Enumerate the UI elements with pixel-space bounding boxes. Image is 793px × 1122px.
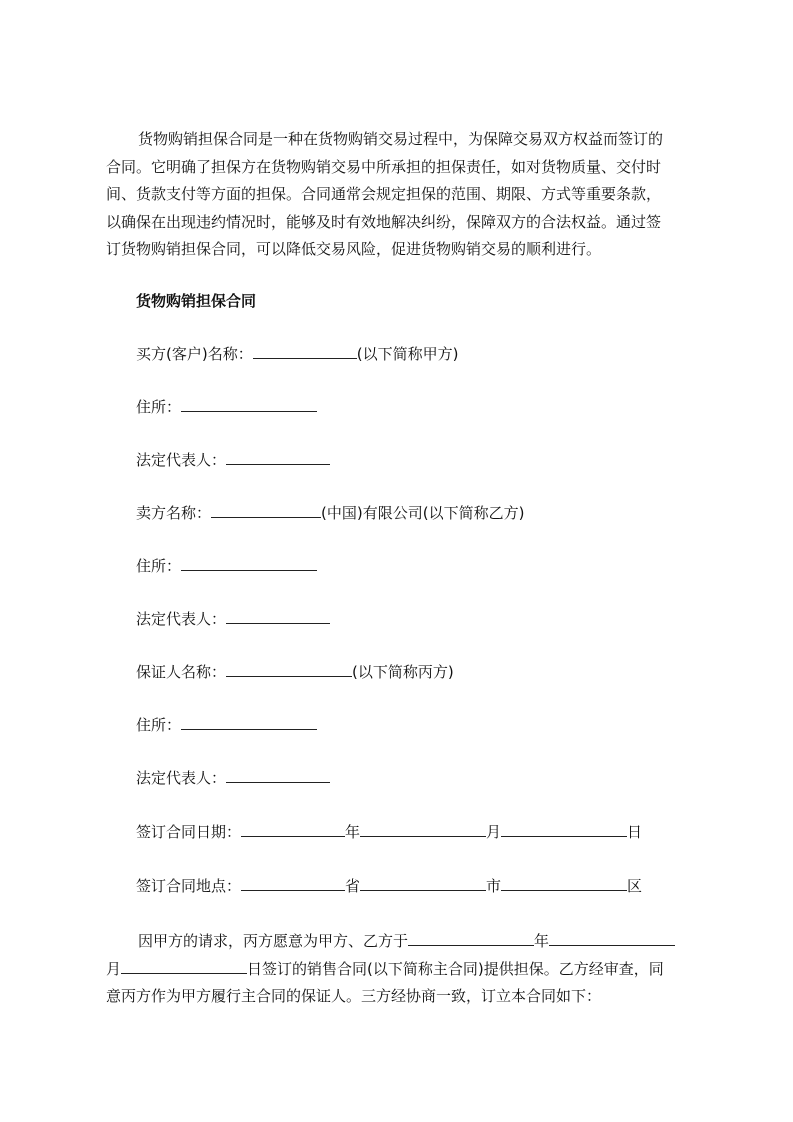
signing-date-label: 签订合同日期：	[136, 823, 242, 841]
buyer-rep-field	[136, 450, 330, 470]
closing-line2-rest: 日签订的销售合同(以下简称主合同)提供担保。乙方经审查，同	[247, 959, 664, 978]
city-blank[interactable]	[360, 876, 486, 891]
buyer-rep-label: 法定代表人：	[136, 451, 227, 469]
seller-name-label: 卖方名称：	[136, 504, 212, 522]
contract-title: 货物购销担保合同	[136, 292, 257, 310]
guarantor-rep-field	[136, 768, 330, 788]
guarantor-rep-blank[interactable]	[226, 768, 330, 783]
seller-rep-blank[interactable]	[226, 609, 330, 624]
seller-address-blank[interactable]	[181, 556, 317, 571]
intro-line: 以确保在出现违约情况时，能够及时有效地解决纠纷，保障双方的合法权益。通过签	[106, 212, 662, 231]
guarantor-address-blank[interactable]	[181, 715, 317, 730]
district-unit: 区	[627, 877, 643, 895]
city-unit: 市	[486, 877, 502, 895]
buyer-address-field	[136, 397, 317, 417]
year-unit: 年	[345, 823, 361, 841]
guarantor-name-label: 保证人名称：	[136, 663, 227, 681]
seller-address-field	[136, 556, 317, 576]
month-blank[interactable]	[360, 822, 486, 837]
main-contract-year-blank[interactable]	[408, 931, 534, 946]
guarantor-name-blank[interactable]	[226, 662, 352, 677]
seller-rep-label: 法定代表人：	[136, 610, 227, 628]
closing-line-1	[106, 928, 702, 956]
signing-place-label: 签订合同地点：	[136, 877, 242, 895]
closing-month-unit: 月	[106, 959, 122, 978]
guarantor-name-suffix: (以下简称丙方)	[352, 663, 454, 681]
guarantor-name-field	[136, 662, 454, 682]
buyer-name-label: 买方(客户)名称：	[136, 345, 253, 363]
buyer-name-blank[interactable]	[253, 344, 357, 359]
district-blank[interactable]	[501, 876, 627, 891]
year-blank[interactable]	[241, 822, 345, 837]
closing-year-unit: 年	[534, 932, 550, 950]
closing-prefix: 因甲方的请求，丙方愿意为甲方、乙方于	[138, 932, 409, 950]
day-unit: 日	[627, 823, 643, 841]
closing-line-2	[106, 956, 702, 984]
seller-rep-field	[136, 609, 330, 629]
buyer-rep-blank[interactable]	[226, 450, 330, 465]
signing-place-field	[136, 876, 642, 896]
intro-line: 合同。它明确了担保方在货物购销交易中所承担的担保责任，如对货物质量、交付时	[106, 157, 662, 176]
province-blank[interactable]	[241, 876, 345, 891]
intro-line: 间、货款支付等方面的担保。合同通常会规定担保的范围、期限、方式等重要条款，	[106, 185, 662, 203]
buyer-name-field	[136, 344, 458, 364]
buyer-name-suffix: (以下简称甲方)	[356, 345, 459, 363]
closing-paragraph	[106, 928, 702, 1011]
buyer-address-label: 住所：	[136, 398, 182, 416]
seller-name-suffix: (中国)有限公司(以下简称乙方)	[321, 504, 525, 522]
guarantor-rep-label: 法定代表人：	[136, 769, 227, 787]
seller-name-field	[136, 503, 524, 523]
main-contract-month-blank[interactable]	[549, 931, 675, 946]
buyer-address-blank[interactable]	[181, 397, 317, 412]
guarantor-address-label: 住所：	[136, 716, 182, 734]
main-contract-day-blank[interactable]	[121, 959, 247, 974]
closing-line-3: 意丙方作为甲方履行主合同的保证人。三方经协商一致，订立本合同如下：	[106, 987, 602, 1005]
day-blank[interactable]	[501, 822, 627, 837]
signing-date-field	[136, 822, 642, 842]
intro-line: 货物购销担保合同是一种在货物购销交易过程中，为保障交易双方权益而签订的	[138, 130, 664, 148]
intro-paragraph	[106, 126, 702, 264]
intro-line: 订货物购销担保合同，可以降低交易风险，促进货物购销交易的顺利进行。	[106, 240, 602, 258]
month-unit: 月	[486, 823, 502, 841]
seller-name-blank[interactable]	[211, 503, 321, 518]
guarantor-address-field	[136, 715, 317, 735]
seller-address-label: 住所：	[136, 557, 182, 575]
province-unit: 省	[345, 877, 361, 895]
